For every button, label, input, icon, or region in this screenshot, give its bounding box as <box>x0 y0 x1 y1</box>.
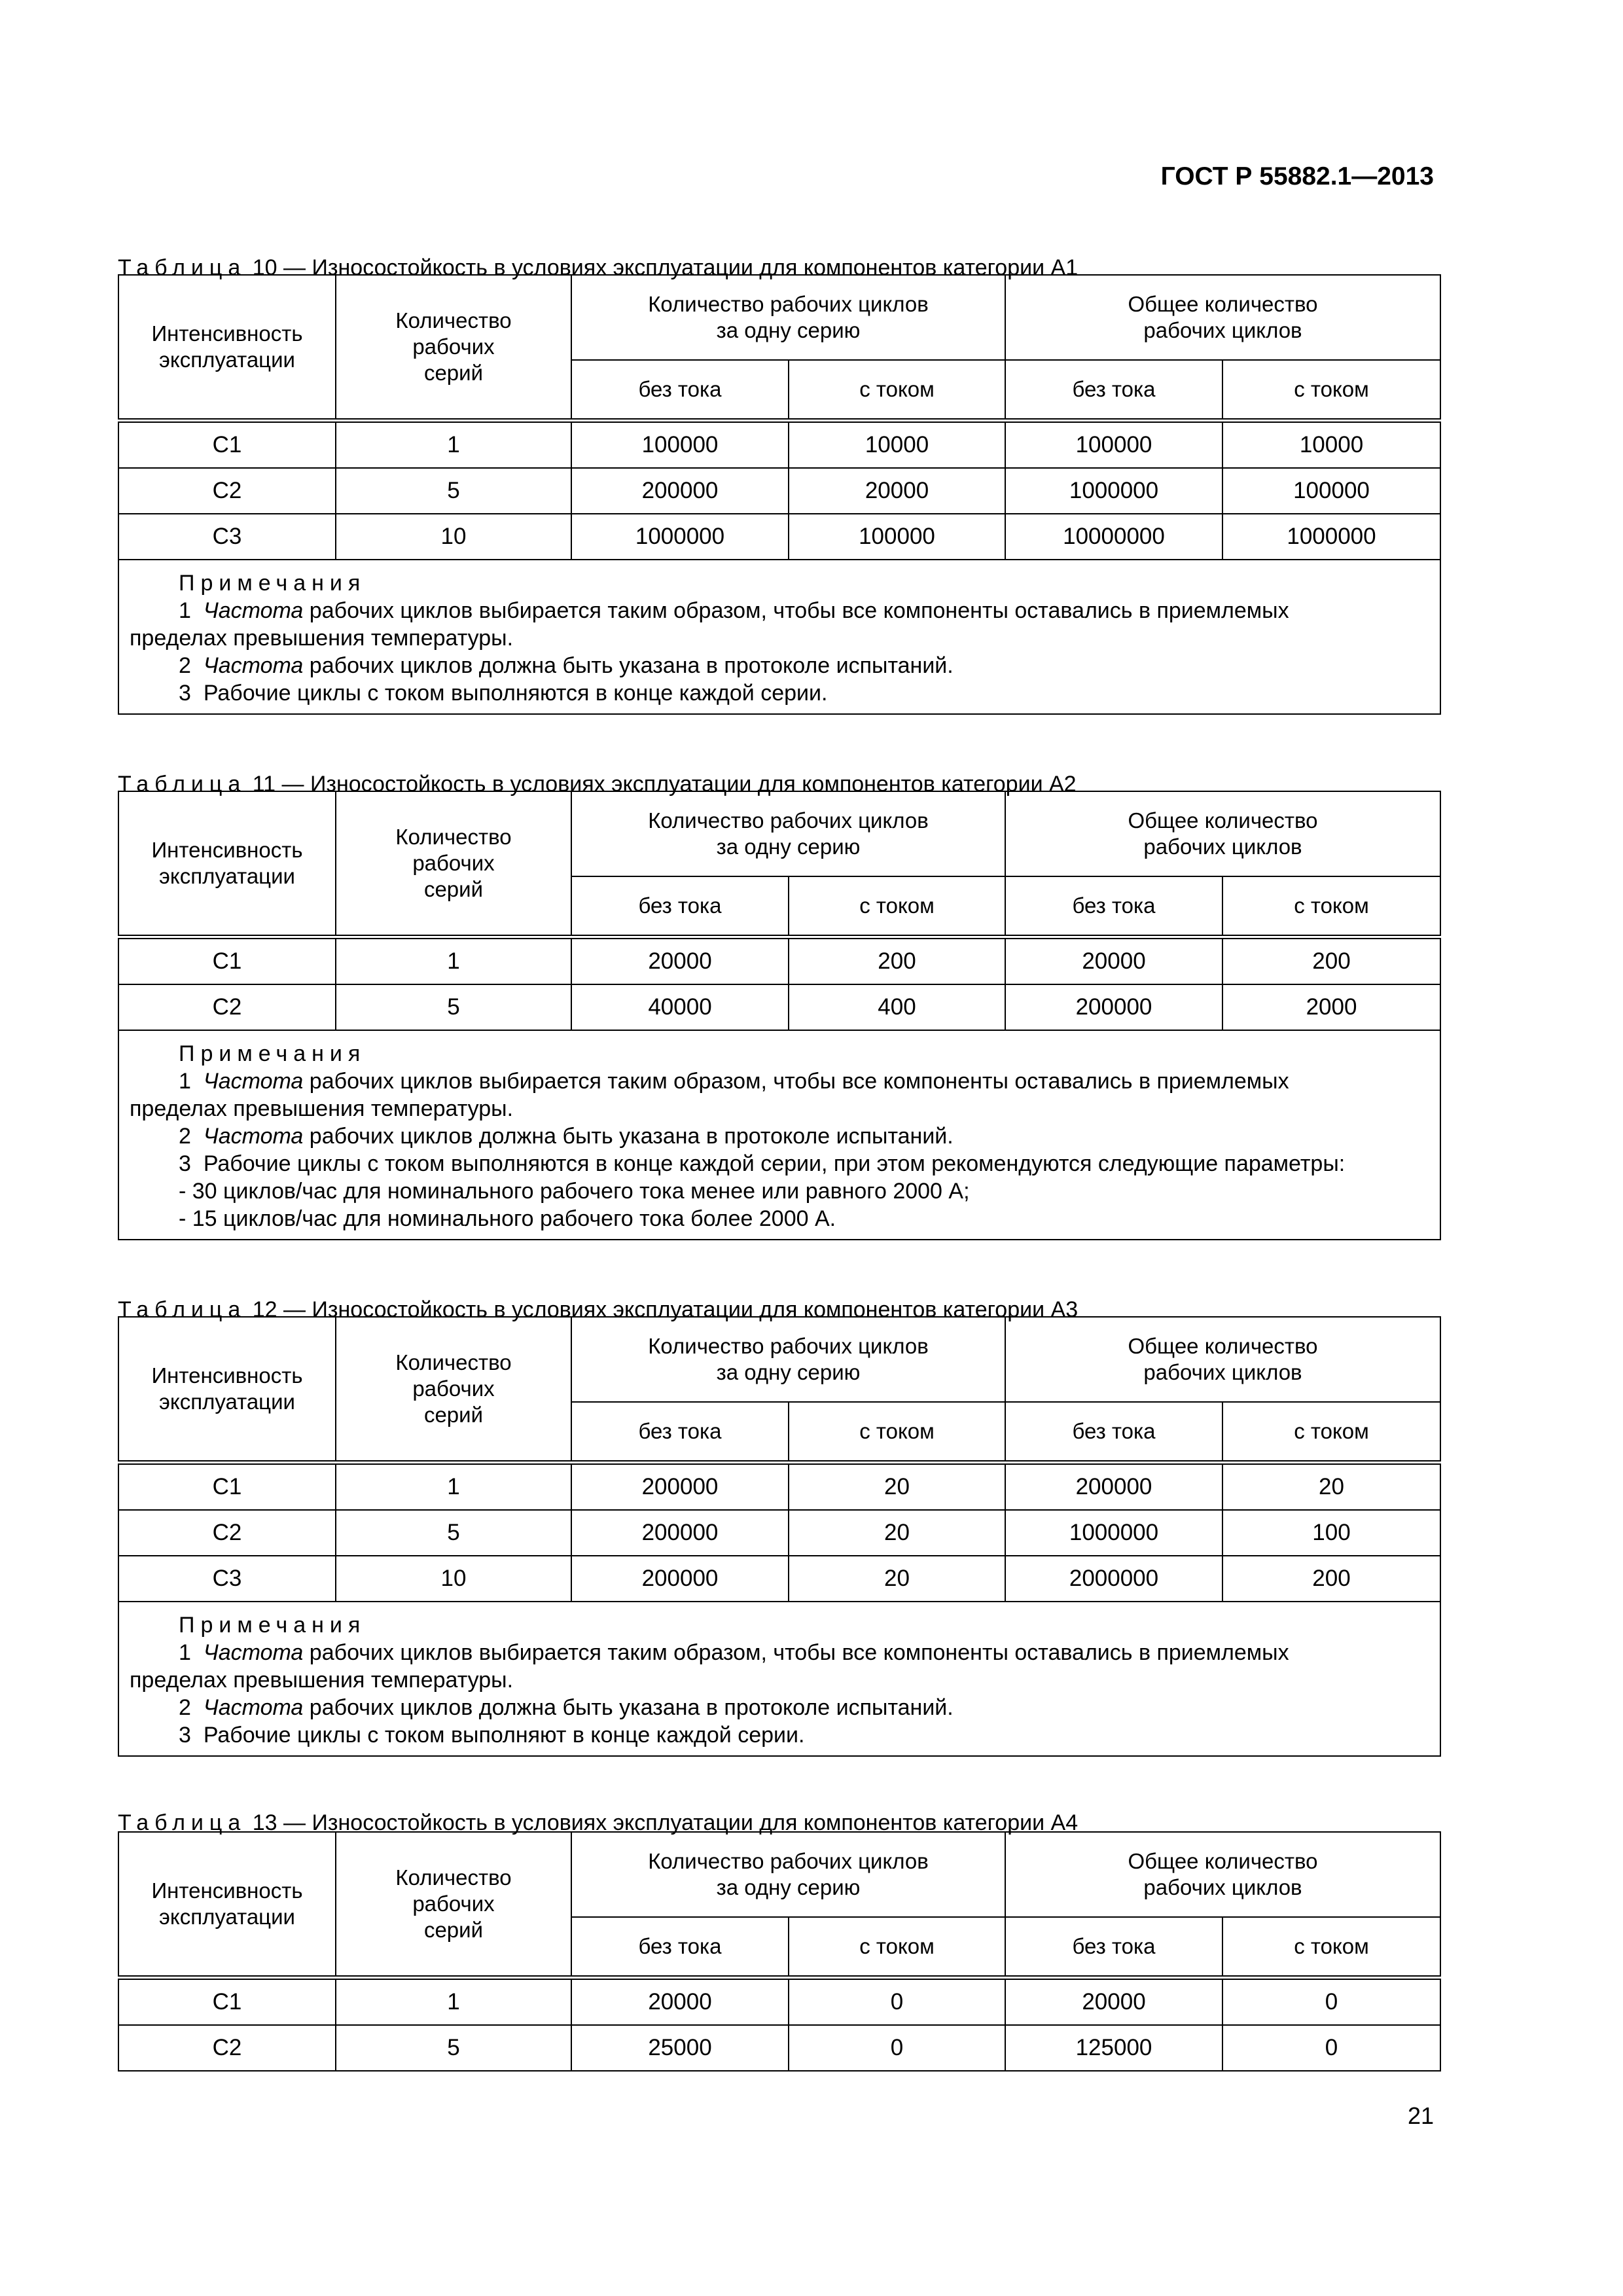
note-number: 2 <box>179 1124 191 1149</box>
table-cell: 100 <box>1222 1510 1440 1556</box>
header-row <box>118 1832 1440 1917</box>
wear-resistance-table <box>118 1831 1441 2072</box>
table-row <box>118 1978 1440 2026</box>
table-cell: 1000000 <box>1222 514 1440 560</box>
table-cell: 100000 <box>1005 421 1222 469</box>
note-emphasis: Частота <box>203 598 304 623</box>
subheader-with-current: с током <box>789 1402 1005 1463</box>
subheader-with-current: с током <box>1222 1402 1440 1463</box>
note-item <box>130 1721 1429 1749</box>
table-cell: 1 <box>336 1463 571 1511</box>
header-total-cycles: Общее количество рабочих циклов <box>1005 275 1440 360</box>
subheader-no-current: без тока <box>1005 1402 1222 1463</box>
note-text: рабочих циклов выбирается таким образом, чтобы все компоненты оставались в приемлемых <box>303 598 1289 623</box>
note-number: 2 <box>179 653 191 678</box>
header-series-count: Количество рабочих серий <box>336 1832 571 1978</box>
table-cell: С2 <box>118 2025 336 2071</box>
note-item <box>130 1205 1429 1232</box>
note-number: 3 <box>179 1723 191 1748</box>
header-row <box>118 1317 1440 1402</box>
table-cell: 100000 <box>571 421 789 469</box>
table-cell: С2 <box>118 468 336 514</box>
table-cell: 10 <box>336 1556 571 1602</box>
table-cell: 20 <box>1222 1463 1440 1511</box>
table-cell: 20 <box>789 1556 1005 1602</box>
notes-row <box>118 1602 1440 1756</box>
table-cell: 1 <box>336 1978 571 2026</box>
note-item <box>130 1150 1429 1177</box>
header-cycles-per-series: Количество рабочих циклов за одну серию <box>571 791 1005 876</box>
table-cell: С1 <box>118 421 336 469</box>
table-cell: 1 <box>336 421 571 469</box>
table-cell: 100000 <box>789 514 1005 560</box>
table-cell: 1000000 <box>571 514 789 560</box>
note-number: 3 <box>179 681 191 706</box>
note-text: Рабочие циклы с током выполняют в конце каждой серии. <box>203 1723 805 1748</box>
table-cell: 2000 <box>1222 984 1440 1030</box>
table-cell: С2 <box>118 1510 336 1556</box>
subheader-no-current: без тока <box>571 1402 789 1463</box>
table-cell: С3 <box>118 1556 336 1602</box>
notes <box>118 560 1440 714</box>
table-cell: 20000 <box>789 468 1005 514</box>
table-cell: 20 <box>789 1510 1005 1556</box>
table-cell: С3 <box>118 514 336 560</box>
table-row <box>118 1510 1440 1556</box>
note-emphasis: Частота <box>203 1640 304 1665</box>
table-row <box>118 2025 1440 2071</box>
header-intensity: Интенсивность эксплуатации <box>118 1317 336 1463</box>
subheader-with-current: с током <box>1222 360 1440 421</box>
note-text: рабочих циклов выбирается таким образом, чтобы все компоненты оставались в приемлемых <box>303 1069 1289 1094</box>
table-cell: 2000000 <box>1005 1556 1222 1602</box>
table-cell: 200000 <box>571 468 789 514</box>
table-cell: 0 <box>789 1978 1005 2026</box>
header-intensity: Интенсивность эксплуатации <box>118 1832 336 1978</box>
note-emphasis: Частота <box>203 1069 304 1094</box>
notes-title: Примечания <box>179 1041 366 1066</box>
table-label: Таблица <box>118 1297 247 1322</box>
subheader-no-current: без тока <box>1005 1917 1222 1978</box>
note-number: 3 <box>179 1151 191 1176</box>
table-cell: 200 <box>1222 937 1440 985</box>
table-cell: 100000 <box>1222 468 1440 514</box>
table-cell: 200 <box>789 937 1005 985</box>
page-number: 21 <box>1407 2102 1434 2129</box>
table-cell: 0 <box>1222 1978 1440 2026</box>
header-cycles-per-series: Количество рабочих циклов за одну серию <box>571 1317 1005 1402</box>
subheader-with-current: с током <box>789 360 1005 421</box>
note-continuation: пределах превышения температуры. <box>130 1668 514 1693</box>
subheader-with-current: с током <box>789 876 1005 937</box>
table-cell: 125000 <box>1005 2025 1222 2071</box>
note-text: - 30 циклов/час для номинального рабочего тока менее или равного 2000 А; <box>179 1179 970 1204</box>
table-cell: 10000 <box>789 421 1005 469</box>
table-cell: 200000 <box>571 1463 789 1511</box>
table-row <box>118 1556 1440 1602</box>
table-cell: 5 <box>336 984 571 1030</box>
note-number: 1 <box>179 1640 191 1665</box>
table-cell: 5 <box>336 468 571 514</box>
table-cell: 20000 <box>1005 1978 1222 2026</box>
table-cell: 200000 <box>1005 1463 1222 1511</box>
table-row <box>118 468 1440 514</box>
note-text: Рабочие циклы с током выполняются в конце каждой серии, при этом рекомендуются следующие параметры: <box>203 1151 1346 1176</box>
table-cell: 20 <box>789 1463 1005 1511</box>
notes-row <box>118 1030 1440 1240</box>
note-text: рабочих циклов выбирается таким образом, чтобы все компоненты оставались в приемлемых <box>303 1640 1289 1665</box>
note-continuation: пределах превышения температуры. <box>130 626 514 651</box>
table-title: 10 — Износостойкость в условиях эксплуатации для компонентов категории А1 <box>252 255 1079 280</box>
table-cell: 200000 <box>571 1510 789 1556</box>
notes-title: Примечания <box>179 571 366 596</box>
header-total-cycles: Общее количество рабочих циклов <box>1005 1317 1440 1402</box>
subheader-no-current: без тока <box>1005 360 1222 421</box>
table-cell: 1000000 <box>1005 1510 1222 1556</box>
table-cell: С2 <box>118 984 336 1030</box>
table-cell: 20000 <box>571 937 789 985</box>
header-cycles-per-series: Количество рабочих циклов за одну серию <box>571 1832 1005 1917</box>
header-row <box>118 791 1440 876</box>
note-item <box>130 679 1429 707</box>
subheader-no-current: без тока <box>571 876 789 937</box>
table-cell: 20000 <box>571 1978 789 2026</box>
wear-resistance-table <box>118 1316 1441 1757</box>
subheader-with-current: с током <box>1222 876 1440 937</box>
note-emphasis: Частота <box>203 1124 304 1149</box>
table-cell: 25000 <box>571 2025 789 2071</box>
table-cell: 20000 <box>1005 937 1222 985</box>
note-number: 2 <box>179 1695 191 1720</box>
header-total-cycles: Общее количество рабочих циклов <box>1005 1832 1440 1917</box>
notes-title: Примечания <box>179 1613 366 1638</box>
table-cell: 400 <box>789 984 1005 1030</box>
table-cell: 200000 <box>1005 984 1222 1030</box>
note-text: Рабочие циклы с током выполняются в конце каждой серии. <box>203 681 828 706</box>
note-emphasis: Частота <box>203 1695 304 1720</box>
table-row <box>118 984 1440 1030</box>
note-item <box>130 1639 1429 1666</box>
table-cell: 10000 <box>1222 421 1440 469</box>
subheader-with-current: с током <box>789 1917 1005 1978</box>
document-code: ГОСТ Р 55882.1—2013 <box>1160 162 1434 190</box>
table-cell: С1 <box>118 937 336 985</box>
note-item <box>130 1067 1429 1095</box>
table-title: 12 — Износостойкость в условиях эксплуатации для компонентов категории А3 <box>252 1297 1079 1322</box>
note-text: рабочих циклов должна быть указана в протоколе испытаний. <box>303 1695 954 1720</box>
note-emphasis: Частота <box>203 653 304 678</box>
note-item <box>130 1177 1429 1205</box>
header-total-cycles: Общее количество рабочих циклов <box>1005 791 1440 876</box>
table-cell: С1 <box>118 1978 336 2026</box>
table-cell: 5 <box>336 1510 571 1556</box>
table-cell: 10000000 <box>1005 514 1222 560</box>
note-item <box>130 652 1429 679</box>
notes-row <box>118 560 1440 714</box>
header-series-count: Количество рабочих серий <box>336 275 571 421</box>
note-number: 1 <box>179 1069 191 1094</box>
table-cell: 40000 <box>571 984 789 1030</box>
note-number: 1 <box>179 598 191 623</box>
note-text: рабочих циклов должна быть указана в протоколе испытаний. <box>303 653 954 678</box>
table-label: Таблица <box>118 772 247 797</box>
table-row <box>118 1463 1440 1511</box>
table-row <box>118 421 1440 469</box>
table-cell: 0 <box>789 2025 1005 2071</box>
table-cell: С1 <box>118 1463 336 1511</box>
subheader-no-current: без тока <box>571 1917 789 1978</box>
note-item <box>130 1122 1429 1150</box>
subheader-with-current: с током <box>1222 1917 1440 1978</box>
subheader-no-current: без тока <box>1005 876 1222 937</box>
header-cycles-per-series: Количество рабочих циклов за одну серию <box>571 275 1005 360</box>
table-cell: 200000 <box>571 1556 789 1602</box>
table-cell: 0 <box>1222 2025 1440 2071</box>
note-item <box>130 597 1429 624</box>
table-cell: 200 <box>1222 1556 1440 1602</box>
wear-resistance-table <box>118 274 1441 715</box>
header-intensity: Интенсивность эксплуатации <box>118 791 336 937</box>
header-row <box>118 275 1440 360</box>
header-series-count: Количество рабочих серий <box>336 791 571 937</box>
notes <box>118 1030 1440 1240</box>
table-title: 13 — Износостойкость в условиях эксплуатации для компонентов категории А4 <box>252 1810 1079 1835</box>
header-series-count: Количество рабочих серий <box>336 1317 571 1463</box>
table-cell: 10 <box>336 514 571 560</box>
table-row <box>118 514 1440 560</box>
note-continuation: пределах превышения температуры. <box>130 1096 514 1121</box>
table-cell: 1000000 <box>1005 468 1222 514</box>
note-text: - 15 циклов/час для номинального рабочего тока более 2000 А. <box>179 1206 836 1231</box>
note-item <box>130 1694 1429 1721</box>
table-title: 11 — Износостойкость в условиях эксплуатации для компонентов категории А2 <box>252 772 1077 797</box>
table-label: Таблица <box>118 1810 247 1835</box>
table-row <box>118 937 1440 985</box>
wear-resistance-table <box>118 791 1441 1240</box>
table-cell: 1 <box>336 937 571 985</box>
notes <box>118 1602 1440 1756</box>
subheader-no-current: без тока <box>571 360 789 421</box>
table-label: Таблица <box>118 255 247 280</box>
table-cell: 5 <box>336 2025 571 2071</box>
note-text: рабочих циклов должна быть указана в протоколе испытаний. <box>303 1124 954 1149</box>
header-intensity: Интенсивность эксплуатации <box>118 275 336 421</box>
